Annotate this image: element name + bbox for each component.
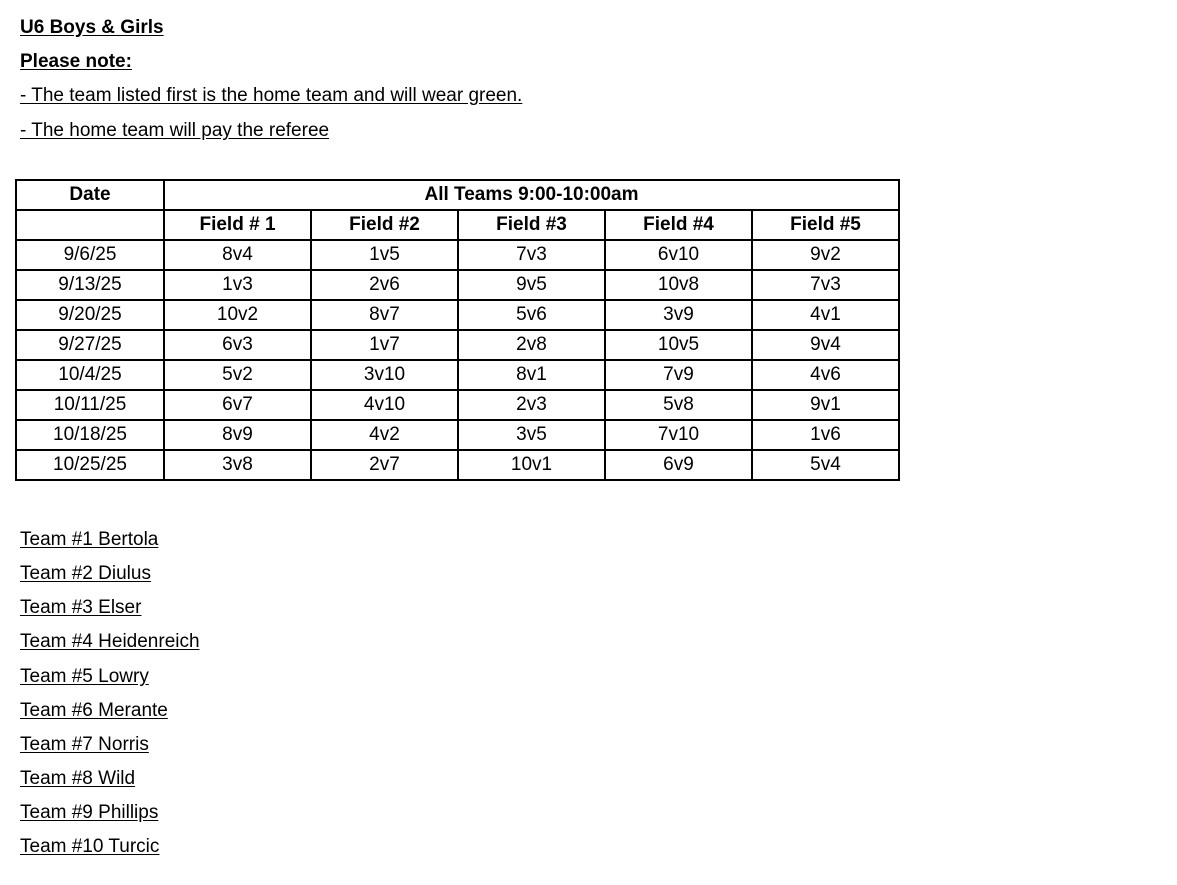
note-heading: Please note: <box>20 51 132 72</box>
game-cell: 1v5 <box>311 240 458 270</box>
game-cell: 9v5 <box>458 270 605 300</box>
game-cell: 10v1 <box>458 450 605 480</box>
team-list-item-9: Team #9 Phillips <box>20 802 159 823</box>
date-cell: 9/6/25 <box>16 240 164 270</box>
game-cell: 5v8 <box>605 390 752 420</box>
empty-header-cell <box>16 210 164 240</box>
game-cell: 1v3 <box>164 270 311 300</box>
game-cell: 9v2 <box>752 240 899 270</box>
date-column-header: Date <box>16 180 164 210</box>
date-cell: 9/20/25 <box>16 300 164 330</box>
team-list-item-4: Team #4 Heidenreich <box>20 631 200 652</box>
game-cell: 2v8 <box>458 330 605 360</box>
game-cell: 5v6 <box>458 300 605 330</box>
game-cell: 3v8 <box>164 450 311 480</box>
field-header-row <box>16 210 899 240</box>
table-row <box>16 240 899 270</box>
game-cell: 6v7 <box>164 390 311 420</box>
schedule-table <box>15 179 900 481</box>
game-cell: 8v9 <box>164 420 311 450</box>
table-row <box>16 420 899 450</box>
game-cell: 1v6 <box>752 420 899 450</box>
date-cell: 10/18/25 <box>16 420 164 450</box>
team-list-item-2: Team #2 Diulus <box>20 563 151 584</box>
date-cell: 9/27/25 <box>16 330 164 360</box>
game-cell: 5v4 <box>752 450 899 480</box>
game-cell: 4v6 <box>752 360 899 390</box>
note-home-team-green: - The team listed first is the home team and will wear green. <box>20 85 523 106</box>
team-list-item-10: Team #10 Turcic <box>20 836 160 857</box>
game-cell: 3v9 <box>605 300 752 330</box>
field-5-header: Field #5 <box>752 210 899 240</box>
game-cell: 10v2 <box>164 300 311 330</box>
game-cell: 2v6 <box>311 270 458 300</box>
game-cell: 2v7 <box>311 450 458 480</box>
game-cell: 3v5 <box>458 420 605 450</box>
game-cell: 7v3 <box>752 270 899 300</box>
table-row <box>16 330 899 360</box>
team-list-item-5: Team #5 Lowry <box>20 666 149 687</box>
table-row <box>16 390 899 420</box>
field-3-header: Field #3 <box>458 210 605 240</box>
game-cell: 8v7 <box>311 300 458 330</box>
game-cell: 6v9 <box>605 450 752 480</box>
game-cell: 4v10 <box>311 390 458 420</box>
table-row <box>16 300 899 330</box>
field-4-header: Field #4 <box>605 210 752 240</box>
game-cell: 5v2 <box>164 360 311 390</box>
page-title: U6 Boys & Girls <box>20 17 164 38</box>
date-cell: 9/13/25 <box>16 270 164 300</box>
schedule-header-row <box>16 180 899 210</box>
team-list-item-1: Team #1 Bertola <box>20 529 159 550</box>
date-cell: 10/4/25 <box>16 360 164 390</box>
team-list-item-6: Team #6 Merante <box>20 700 168 721</box>
game-cell: 9v4 <box>752 330 899 360</box>
game-cell: 10v8 <box>605 270 752 300</box>
game-cell: 7v10 <box>605 420 752 450</box>
time-slot-header: All Teams 9:00-10:00am <box>164 180 899 210</box>
game-cell: 8v1 <box>458 360 605 390</box>
game-cell: 6v3 <box>164 330 311 360</box>
game-cell: 7v9 <box>605 360 752 390</box>
game-cell: 3v10 <box>311 360 458 390</box>
game-cell: 6v10 <box>605 240 752 270</box>
game-cell: 2v3 <box>458 390 605 420</box>
table-row <box>16 450 899 480</box>
game-cell: 8v4 <box>164 240 311 270</box>
team-list-item-8: Team #8 Wild <box>20 768 136 789</box>
team-list-item-7: Team #7 Norris <box>20 734 149 755</box>
table-row <box>16 360 899 390</box>
table-row <box>16 270 899 300</box>
note-home-team-referee: - The home team will pay the referee <box>20 120 330 141</box>
game-cell: 1v7 <box>311 330 458 360</box>
team-list-item-3: Team #3 Elser <box>20 597 142 618</box>
field-1-header: Field # 1 <box>164 210 311 240</box>
game-cell: 9v1 <box>752 390 899 420</box>
date-cell: 10/11/25 <box>16 390 164 420</box>
game-cell: 10v5 <box>605 330 752 360</box>
game-cell: 4v1 <box>752 300 899 330</box>
game-cell: 7v3 <box>458 240 605 270</box>
date-cell: 10/25/25 <box>16 450 164 480</box>
game-cell: 4v2 <box>311 420 458 450</box>
field-2-header: Field #2 <box>311 210 458 240</box>
